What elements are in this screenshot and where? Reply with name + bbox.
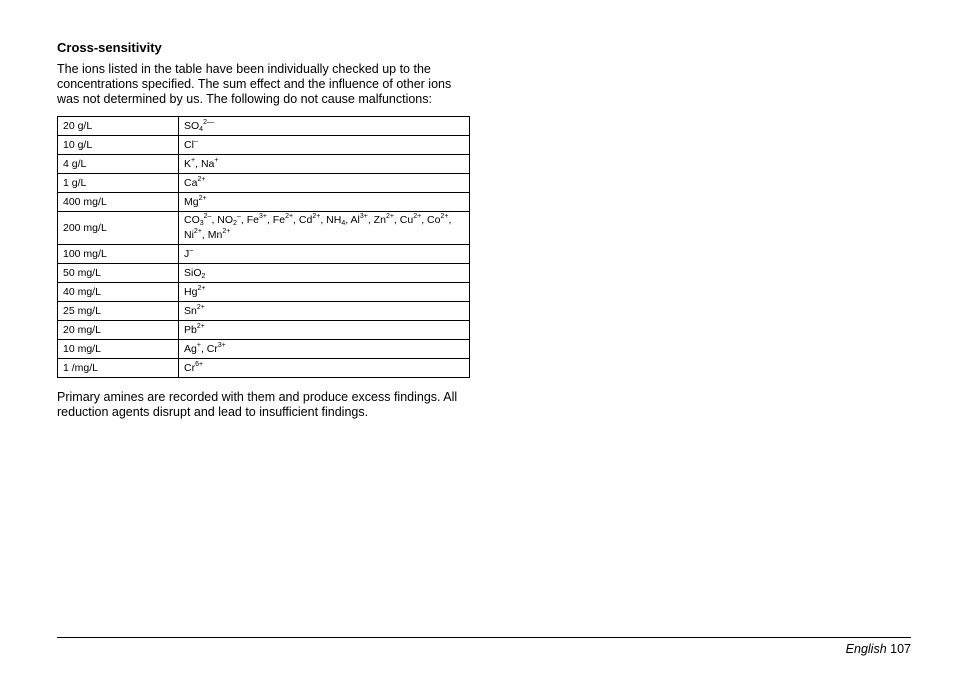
cross-sensitivity-table	[57, 116, 470, 378]
ion-charge: 2+	[440, 213, 449, 220]
table-row	[58, 212, 470, 245]
ions-cell	[179, 117, 470, 136]
ion-formula	[427, 214, 448, 226]
ion-formula	[207, 343, 226, 355]
ion-symbol: J	[184, 247, 190, 260]
ion-formula	[400, 214, 421, 226]
concentration-cell: 20 mg/L	[58, 321, 179, 340]
ion-symbol: Mg	[184, 195, 199, 208]
concentration-cell: 200 mg/L	[58, 212, 179, 245]
ion-charge: 2+	[385, 213, 394, 220]
ions-cell	[179, 283, 470, 302]
table-row	[58, 321, 470, 340]
section-heading: Cross-sensitivity	[57, 40, 162, 55]
ion-symbol: Cd	[298, 214, 313, 226]
concentration-cell: 20 g/L	[58, 117, 179, 136]
ion-charge: 3+	[258, 213, 267, 220]
ions-cell	[179, 174, 470, 193]
ion-formula	[247, 214, 267, 226]
ions-cell	[179, 264, 470, 283]
ion-symbol: Pb	[184, 323, 197, 336]
ion-symbol: Sn	[184, 304, 197, 317]
ion-formula	[184, 362, 203, 374]
ion-symbol: K	[184, 157, 192, 170]
ion-symbol: Cr	[184, 361, 196, 374]
ion-symbol: Hg	[184, 285, 198, 298]
ion-charge: –	[236, 213, 241, 220]
ion-formula	[273, 214, 293, 226]
concentration-cell: 4 g/L	[58, 155, 179, 174]
ion-charge: –	[193, 137, 198, 145]
table-row	[58, 340, 470, 359]
ions-cell	[179, 302, 470, 321]
table-row	[58, 155, 470, 174]
page-number: 107	[890, 642, 911, 656]
ion-formula	[184, 229, 202, 241]
ions-cell	[179, 245, 470, 264]
intro-paragraph: The ions listed in the table have been individually checked up to the concentrations specified. The sum effect and the influence of other ions was not determined by us. The following do not cause malfunctions:	[57, 62, 452, 106]
ion-formula	[201, 158, 219, 170]
ion-formula	[351, 214, 368, 226]
ion-formula	[184, 177, 205, 189]
ion-symbol: SiO	[184, 266, 202, 279]
ion-formula	[374, 214, 394, 226]
ion-charge: 3+	[359, 213, 368, 220]
ion-symbol: Na	[200, 157, 215, 170]
table-row	[58, 359, 470, 378]
ion-charge: 2+	[285, 213, 294, 220]
ions-cell	[179, 359, 470, 378]
concentration-cell: 400 mg/L	[58, 193, 179, 212]
ion-subscript: 3	[199, 220, 204, 227]
ion-formula	[184, 343, 201, 355]
ions-cell	[179, 193, 470, 212]
ion-symbol: NH	[326, 214, 342, 226]
concentration-cell: 1 g/L	[58, 174, 179, 193]
ion-formula	[184, 120, 214, 132]
ion-formula	[184, 324, 205, 336]
ion-subscript: 4	[199, 125, 204, 133]
ion-symbol: Ca	[184, 176, 198, 189]
table-row	[58, 117, 470, 136]
concentration-cell: 40 mg/L	[58, 283, 179, 302]
ion-formula	[184, 196, 207, 208]
ion-formula	[184, 305, 205, 317]
ion-symbol: CO	[184, 214, 200, 226]
ion-symbol: Ag	[184, 342, 197, 355]
footer-language: English	[845, 642, 887, 656]
concentration-cell: 10 mg/L	[58, 340, 179, 359]
ion-charge: 2—	[203, 118, 214, 126]
table-row	[58, 136, 470, 155]
ion-symbol: Al	[350, 214, 360, 226]
ion-charge: 2+	[222, 228, 231, 235]
concentration-cell: 25 mg/L	[58, 302, 179, 321]
ion-charge: +	[214, 156, 219, 164]
table-row	[58, 193, 470, 212]
concentration-cell: 50 mg/L	[58, 264, 179, 283]
concentration-cell: 100 mg/L	[58, 245, 179, 264]
ion-charge: 2+	[193, 228, 202, 235]
footer-rule	[57, 637, 911, 638]
ions-cell: K+, Na+	[179, 155, 470, 174]
ion-symbol: Fe	[272, 214, 286, 226]
ion-charge: 2+	[197, 284, 206, 292]
ion-charge: 2+	[196, 303, 205, 311]
ion-symbol: Fe	[246, 214, 259, 226]
ions-cell: $CO_3^{2-}$, $NO_2^-$, $Fe^{3+}$, $Fe^{2+}$, $Cd^{2+}$, $NH_4$, $Al^{3+}$, $Zn^{2+}$, $Cu^{2+}$, $Co^{2+}$, $Ni^{2+}$, $Mn^{2+}$	[179, 212, 470, 245]
table-body	[58, 117, 470, 378]
ion-symbol: NO	[217, 214, 234, 226]
table-row	[58, 174, 470, 193]
ion-charge: 2–	[203, 213, 212, 220]
ion-symbol: Cu	[399, 214, 414, 226]
ion-symbol: Co	[427, 214, 441, 226]
ion-subscript: 2	[233, 220, 237, 227]
ion-symbol: Ni	[184, 229, 194, 241]
ion-formula	[208, 229, 231, 241]
ion-charge: 6+	[195, 360, 204, 368]
table-row	[58, 302, 470, 321]
ion-symbol: SO	[184, 119, 200, 132]
ion-charge: +	[191, 156, 196, 164]
table-row	[58, 283, 470, 302]
ion-subscript: 2	[201, 272, 206, 280]
ion-formula	[184, 286, 205, 298]
table-row	[58, 264, 470, 283]
ion-formula	[326, 214, 345, 226]
ion-formula	[184, 214, 211, 226]
ion-formula	[217, 214, 241, 226]
ion-charge: 3+	[217, 341, 226, 349]
table-row	[58, 245, 470, 264]
ion-formula	[184, 139, 198, 151]
ion-symbol: Mn	[207, 229, 223, 241]
ion-symbol: Cr	[206, 342, 218, 355]
ion-charge: 2+	[198, 194, 207, 202]
ion-charge: +	[196, 341, 201, 349]
ion-charge: 2+	[197, 175, 206, 183]
page-footer	[846, 642, 911, 656]
concentration-cell: 10 g/L	[58, 136, 179, 155]
ions-cell	[179, 321, 470, 340]
ion-formula	[184, 158, 195, 170]
ion-symbol: Zn	[373, 214, 386, 226]
ion-formula	[299, 214, 320, 226]
concentration-cell: 1 /mg/L	[58, 359, 179, 378]
ion-charge: 2+	[413, 213, 422, 220]
ions-cell: Ag+, $Cr^{3+}$	[179, 340, 470, 359]
ion-formula	[184, 267, 205, 279]
ion-charge: 2+	[312, 213, 321, 220]
ion-subscript: 4	[341, 220, 346, 227]
ion-charge: –	[189, 246, 194, 254]
ions-cell	[179, 136, 470, 155]
ion-symbol: Cl	[184, 138, 194, 151]
ion-charge: 2+	[196, 322, 205, 330]
ion-formula	[184, 248, 193, 260]
outro-paragraph: Primary amines are recorded with them and produce excess findings. All reduction agents disrupt and lead to insufficient findings.	[57, 390, 458, 419]
